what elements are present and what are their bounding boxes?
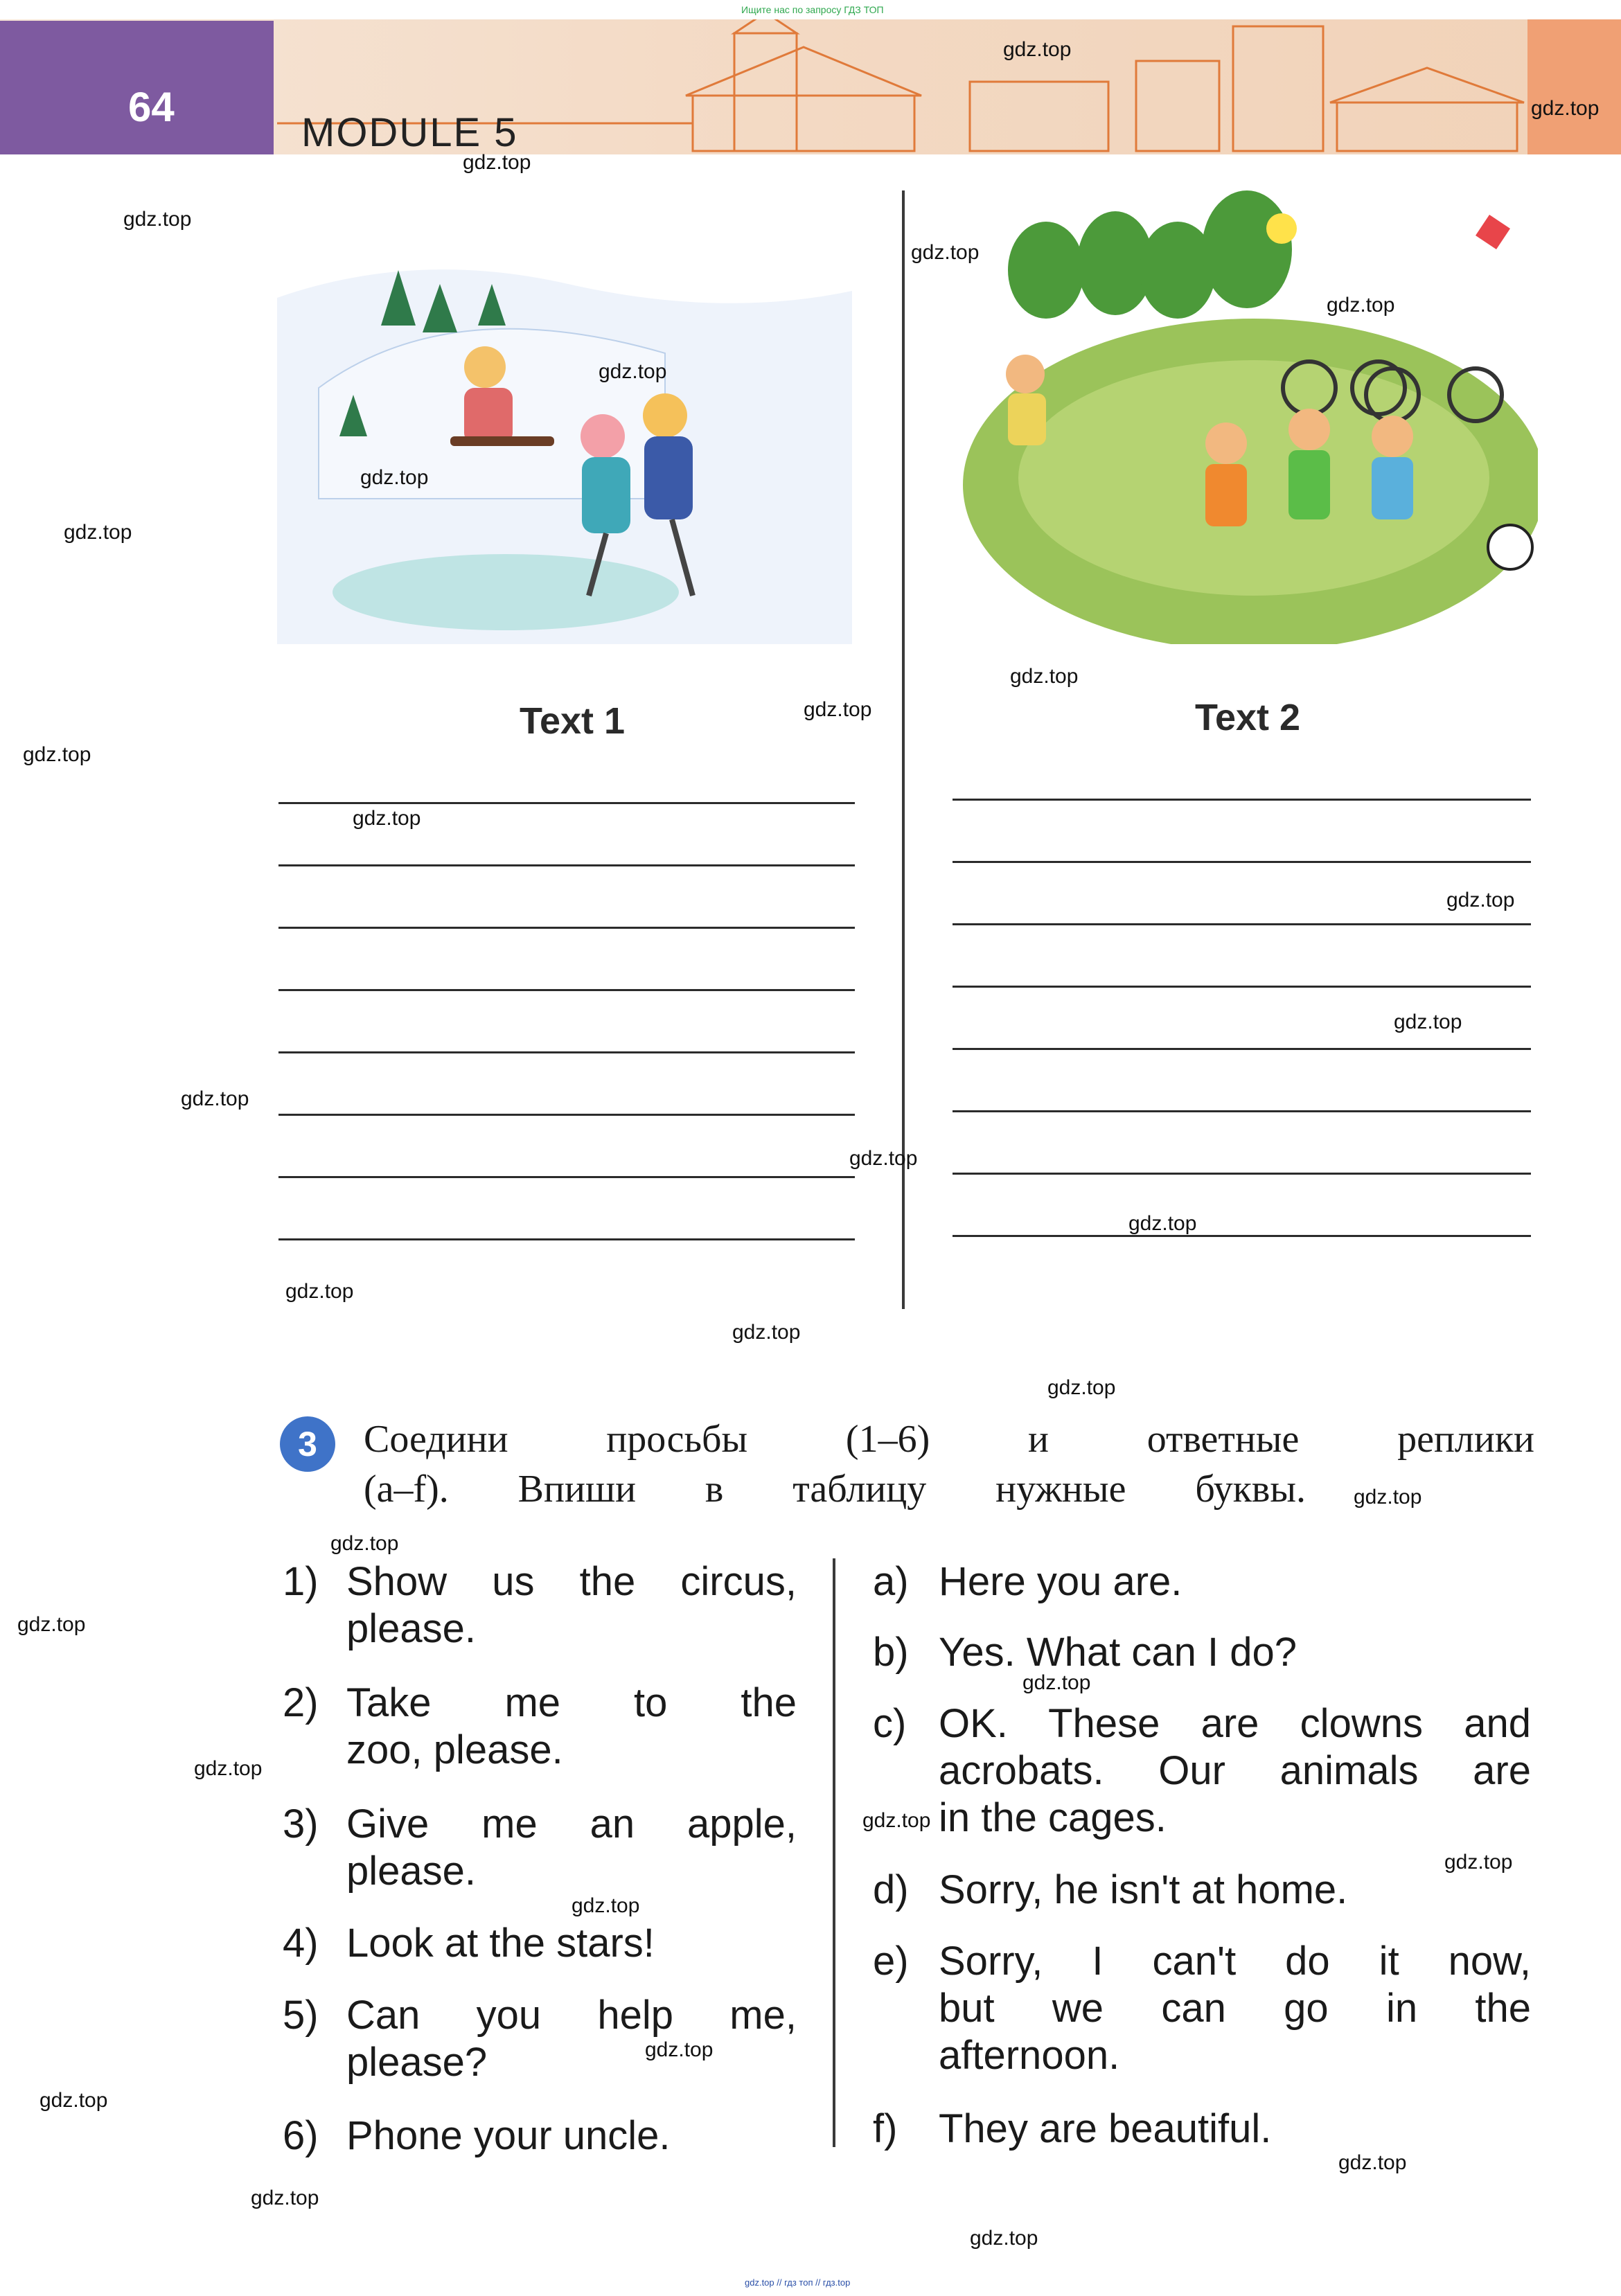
request-text: Show us the circus, bbox=[346, 1559, 797, 1604]
watermark: gdz.top bbox=[181, 1087, 249, 1110]
write-line[interactable] bbox=[278, 802, 855, 804]
winter-picture bbox=[277, 208, 852, 644]
write-line[interactable] bbox=[278, 1114, 855, 1116]
request-number: 3) bbox=[283, 1801, 319, 1846]
write-line[interactable] bbox=[278, 989, 855, 991]
response-text: afternoon. bbox=[939, 2033, 1120, 2078]
request-text: please. bbox=[346, 1606, 477, 1651]
response-letter: c) bbox=[873, 1701, 907, 1746]
request-text: Take me to the bbox=[346, 1680, 797, 1725]
watermark: gdz.top bbox=[1531, 97, 1600, 120]
request-text: please? bbox=[346, 2040, 488, 2085]
summer-picture bbox=[963, 187, 1538, 644]
page-number: 64 bbox=[128, 84, 175, 130]
watermark: gdz.top bbox=[39, 2089, 108, 2112]
request-number: 2) bbox=[283, 1680, 319, 1725]
watermark: gdz.top bbox=[64, 521, 132, 544]
exercise-instruction-line-1: Соедини просьбы (1–6) и ответные реплики bbox=[364, 1418, 1534, 1461]
watermark: gdz.top bbox=[849, 1147, 918, 1170]
watermark: gdz.top bbox=[911, 241, 980, 264]
write-line[interactable] bbox=[953, 1048, 1531, 1050]
watermark: gdz.top bbox=[804, 698, 872, 721]
answers-column-divider bbox=[833, 1558, 835, 2147]
write-line[interactable] bbox=[953, 1173, 1531, 1175]
watermark: gdz.top bbox=[330, 1532, 399, 1555]
response-letter: e) bbox=[873, 1939, 909, 1984]
response-text: Yes. What can I do? bbox=[939, 1630, 1297, 1675]
write-line[interactable] bbox=[278, 864, 855, 866]
watermark: gdz.top bbox=[17, 1613, 86, 1636]
response-text: OK. These are clowns and bbox=[939, 1701, 1531, 1746]
watermark: gdz.top bbox=[599, 360, 667, 383]
write-line[interactable] bbox=[953, 986, 1531, 988]
response-text: Sorry, he isn't at home. bbox=[939, 1867, 1348, 1912]
response-letter: a) bbox=[873, 1559, 909, 1604]
watermark: gdz.top bbox=[1047, 1376, 1116, 1399]
response-text: They are beautiful. bbox=[939, 2106, 1272, 2151]
write-line[interactable] bbox=[278, 1176, 855, 1178]
watermark: gdz.top bbox=[1446, 889, 1515, 911]
watermark: gdz.top bbox=[23, 743, 91, 766]
request-text: please. bbox=[346, 1849, 477, 1894]
watermark: gdz.top bbox=[732, 1321, 801, 1344]
watermark: gdz.top bbox=[1022, 1671, 1091, 1694]
watermark: gdz.top bbox=[862, 1809, 931, 1832]
request-text: Can you help me, bbox=[346, 1993, 797, 2038]
response-letter: f) bbox=[873, 2106, 898, 2151]
text-2-heading: Text 2 bbox=[1195, 697, 1301, 738]
text-1-heading: Text 1 bbox=[520, 700, 626, 742]
watermark: gdz.top bbox=[251, 2187, 319, 2209]
search-hint-link[interactable]: Ищите нас по запросу ГДЗ ТОП bbox=[741, 4, 884, 15]
response-text: acrobats. Our animals are bbox=[939, 1748, 1531, 1793]
watermark: gdz.top bbox=[123, 208, 192, 231]
response-text: Sorry, I can't do it now, bbox=[939, 1939, 1531, 1984]
response-text: but we can go in the bbox=[939, 1986, 1531, 2031]
request-number: 5) bbox=[283, 1993, 319, 2038]
footer-link[interactable]: gdz.top // гдз топ // гдз.top bbox=[745, 2277, 851, 2288]
watermark: gdz.top bbox=[285, 1280, 354, 1303]
response-text: in the cages. bbox=[939, 1795, 1167, 1840]
request-text: zoo, please. bbox=[346, 1727, 563, 1772]
write-line[interactable] bbox=[278, 927, 855, 929]
watermark: gdz.top bbox=[194, 1757, 263, 1780]
exercise-instruction-line-2: (a–f). Впиши в таблицу нужные буквы. bbox=[364, 1468, 1306, 1511]
request-number: 4) bbox=[283, 1921, 319, 1966]
corner-decoration bbox=[1527, 19, 1621, 154]
write-line[interactable] bbox=[953, 1235, 1531, 1237]
module-title: MODULE 5 bbox=[301, 110, 518, 155]
watermark: gdz.top bbox=[463, 151, 531, 174]
response-letter: b) bbox=[873, 1630, 909, 1675]
watermark: gdz.top bbox=[645, 2038, 714, 2061]
exercise-number-badge: 3 bbox=[280, 1416, 335, 1472]
request-text: Look at the stars! bbox=[346, 1921, 655, 1966]
watermark: gdz.top bbox=[1128, 1212, 1197, 1235]
write-line[interactable] bbox=[953, 861, 1531, 863]
response-letter: d) bbox=[873, 1867, 909, 1912]
watermark: gdz.top bbox=[1003, 38, 1072, 61]
watermark: gdz.top bbox=[1394, 1011, 1462, 1033]
watermark: gdz.top bbox=[970, 2227, 1038, 2250]
request-text: Give me an apple, bbox=[346, 1801, 797, 1846]
request-number: 6) bbox=[283, 2113, 319, 2158]
watermark: gdz.top bbox=[1327, 294, 1395, 317]
write-line[interactable] bbox=[278, 1238, 855, 1240]
write-line[interactable] bbox=[953, 799, 1531, 801]
column-divider bbox=[902, 190, 905, 1309]
watermark: gdz.top bbox=[1354, 1486, 1422, 1509]
write-line[interactable] bbox=[953, 923, 1531, 925]
watermark: gdz.top bbox=[1444, 1851, 1513, 1874]
write-line[interactable] bbox=[278, 1051, 855, 1053]
watermark: gdz.top bbox=[353, 807, 421, 830]
watermark: gdz.top bbox=[572, 1894, 640, 1917]
response-text: Here you are. bbox=[939, 1559, 1182, 1604]
request-number: 1) bbox=[283, 1559, 319, 1604]
watermark: gdz.top bbox=[1338, 2151, 1407, 2174]
write-line[interactable] bbox=[953, 1110, 1531, 1112]
request-text: Phone your uncle. bbox=[346, 2113, 671, 2158]
watermark: gdz.top bbox=[1010, 665, 1079, 688]
watermark: gdz.top bbox=[360, 466, 429, 489]
